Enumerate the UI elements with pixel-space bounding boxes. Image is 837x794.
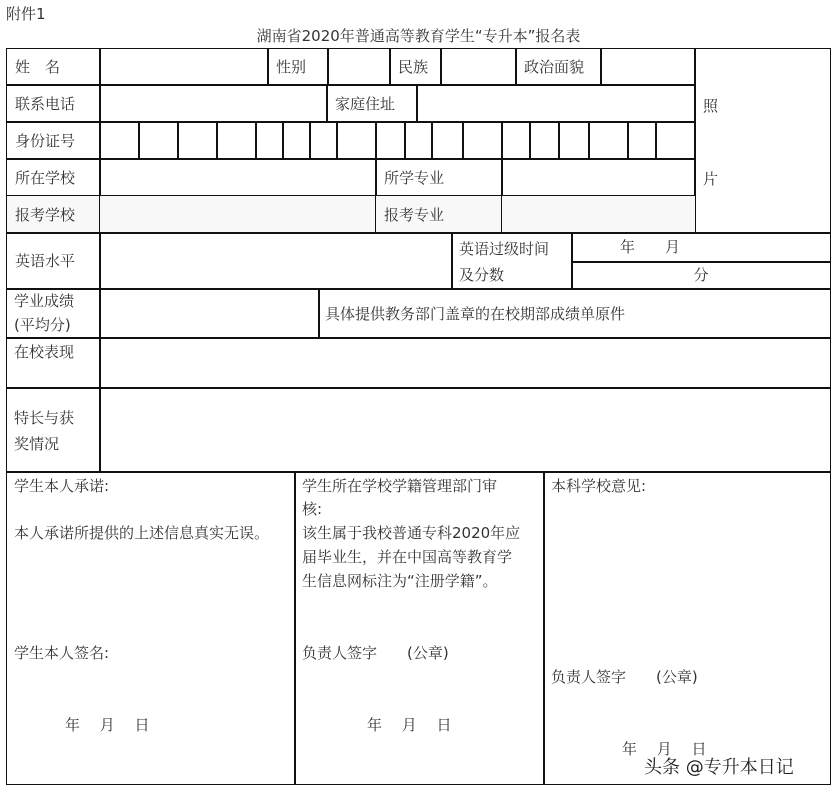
id-digit-cell[interactable]: [627, 121, 657, 160]
student-sign-label[interactable]: 学生本人签名:: [14, 644, 110, 662]
political-label-cell: [515, 48, 602, 86]
id-label: 身份证号: [15, 131, 76, 150]
registrar-heading-1: 学生所在学校学籍管理部门审: [302, 477, 498, 495]
apply-school-label-cell: [6, 195, 101, 234]
id-digit-cell[interactable]: [404, 121, 433, 160]
english-pass-label-cell: [451, 232, 573, 290]
student-pledge-box: [6, 471, 296, 785]
performance-label: 在校表现: [14, 343, 75, 361]
name-label: 姓 名: [15, 58, 61, 76]
gender-field[interactable]: [327, 48, 391, 86]
registrar-sign-label[interactable]: 负责人签字 (公章): [302, 644, 449, 662]
current-school-field[interactable]: [99, 158, 377, 197]
address-label-cell: [326, 84, 418, 123]
english-level-field[interactable]: [99, 232, 453, 290]
student-pledge-heading: 学生本人承诺:: [14, 477, 110, 495]
watermark: 头条 @专升本日记: [644, 757, 794, 778]
english-pass-label-2: 及分数: [459, 266, 505, 284]
gpa-note: 具体提供教务部门盖章的在校期部成绩单原件: [325, 304, 626, 323]
current-major-label-cell: [375, 158, 503, 197]
registrar-review-box: [294, 471, 545, 785]
gender-label-cell: [267, 48, 329, 86]
performance-field[interactable]: [99, 337, 831, 389]
name-label-cell: [6, 48, 101, 86]
ethnicity-field[interactable]: [440, 48, 517, 86]
registrar-text-1: 该生属于我校普通专科2020年应: [302, 524, 521, 542]
apply-major-field[interactable]: [501, 195, 696, 234]
english-score-text: 分: [693, 266, 709, 284]
gpa-label-1: 学业成绩: [14, 292, 75, 310]
id-digit-cell[interactable]: [529, 121, 560, 160]
current-major-field[interactable]: [501, 158, 696, 197]
current-school-label-cell: [6, 158, 101, 197]
id-digit-cell[interactable]: [501, 121, 531, 160]
photo-label-top: 照: [703, 97, 719, 115]
student-sign-date[interactable]: 年 月 日: [65, 716, 150, 734]
current-school-label: 所在学校: [15, 168, 76, 187]
id-digit-cell[interactable]: [336, 121, 377, 160]
gpa-note-cell: [318, 288, 831, 339]
apply-school-label: 报考学校: [15, 205, 76, 224]
english-date-field[interactable]: [571, 232, 831, 263]
name-field[interactable]: [99, 48, 269, 86]
ethnicity-label: 民族: [398, 58, 429, 76]
attachment-label: 附件1: [6, 5, 46, 23]
current-major-label: 所学专业: [384, 168, 445, 187]
photo-box[interactable]: [694, 48, 831, 234]
awards-label-2: 奖情况: [14, 435, 60, 453]
apply-major-label-cell: [375, 195, 503, 234]
id-digit-cell[interactable]: [138, 121, 179, 160]
gpa-field[interactable]: [99, 288, 320, 339]
gender-label: 性别: [276, 58, 307, 76]
gpa-label-cell: [6, 288, 101, 339]
english-label: 英语水平: [15, 252, 76, 270]
id-digit-cell[interactable]: [375, 121, 406, 160]
university-sign-date[interactable]: 年 月 日: [622, 740, 707, 758]
registrar-text-2: 届毕业生，并在中国高等教育学: [302, 548, 513, 566]
registrar-text-3: 生信息网标注为“注册学籍”。: [302, 572, 498, 590]
registrar-heading-2: 核:: [302, 500, 323, 518]
performance-label-cell: [6, 337, 101, 389]
id-digit-cell[interactable]: [255, 121, 284, 160]
id-digit-cell[interactable]: [558, 121, 590, 160]
gpa-label-2: (平均分): [14, 316, 71, 334]
id-digit-cell[interactable]: [177, 121, 218, 160]
university-opinion-heading: 本科学校意见:: [551, 477, 647, 495]
id-digit-cell[interactable]: [655, 121, 696, 160]
id-label-cell: [6, 121, 101, 160]
id-digit-cell[interactable]: [588, 121, 629, 160]
university-opinion-box: [543, 471, 831, 785]
english-label-cell: [6, 232, 101, 290]
id-digit-cell[interactable]: [431, 121, 464, 160]
id-digit-cell[interactable]: [282, 121, 311, 160]
phone-label: 联系电话: [15, 94, 76, 113]
political-label: 政治面貌: [524, 58, 585, 76]
university-sign-label[interactable]: 负责人签字 (公章): [551, 668, 698, 686]
id-digit-cell[interactable]: [216, 121, 257, 160]
address-field[interactable]: [416, 84, 696, 123]
id-digit-cell[interactable]: [309, 121, 338, 160]
form-title: 湖南省2020年普通高等教育学生“专升本”报名表: [256, 27, 581, 45]
student-pledge-statement: 本人承诺所提供的上述信息真实无误。: [14, 524, 270, 542]
english-date-text: 年 月: [620, 238, 681, 256]
apply-major-label: 报考专业: [384, 205, 445, 224]
phone-field[interactable]: [99, 84, 328, 123]
awards-label-1: 特长与获: [14, 409, 75, 427]
english-pass-label-1: 英语过级时间: [459, 240, 550, 258]
registrar-sign-date[interactable]: 年 月 日: [367, 716, 452, 734]
phone-label-cell: [6, 84, 101, 123]
id-digit-cell[interactable]: [99, 121, 140, 160]
political-field[interactable]: [600, 48, 696, 86]
english-score-field[interactable]: [571, 261, 831, 290]
id-digit-cell[interactable]: [462, 121, 503, 160]
photo-label-bottom: 片: [703, 170, 719, 188]
apply-school-field[interactable]: [99, 195, 377, 234]
awards-field[interactable]: [99, 387, 831, 473]
address-label: 家庭住址: [335, 94, 396, 113]
awards-label-cell: [6, 387, 101, 473]
ethnicity-label-cell: [389, 48, 442, 86]
